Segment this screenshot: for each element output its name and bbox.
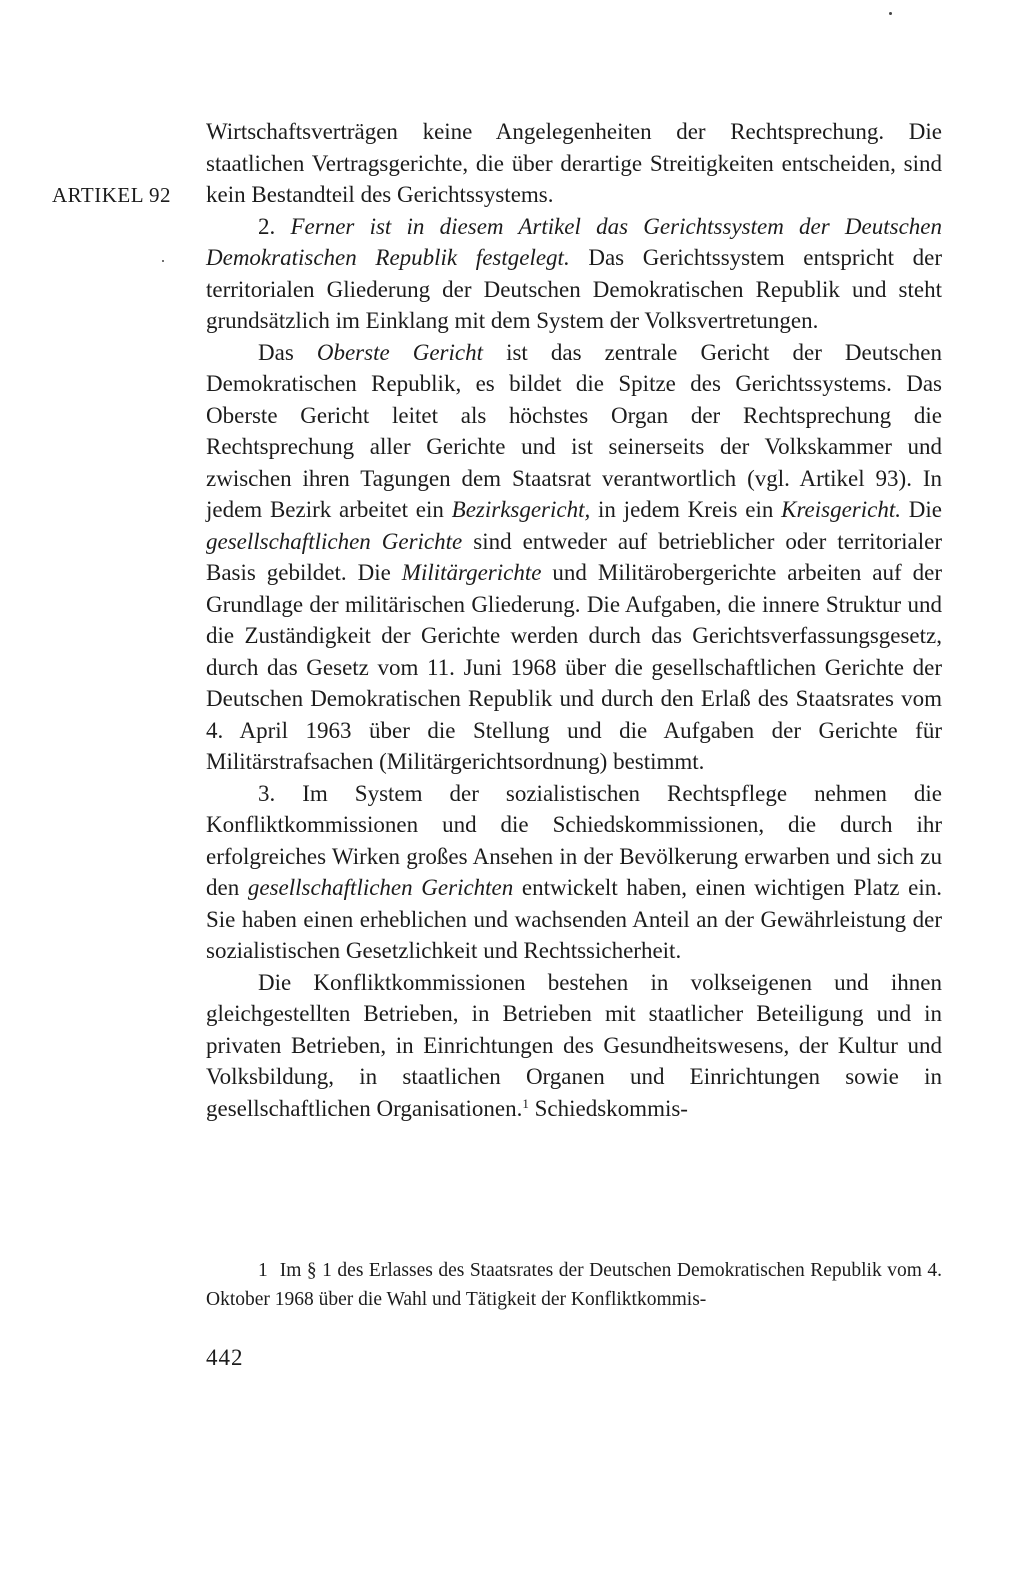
emphasis: Kreisgericht. bbox=[781, 497, 901, 522]
emphasis: Oberste Gericht bbox=[316, 339, 483, 365]
paragraph-3: 3. Im System der sozialistischen Rechtspflege nehmen die Konfliktkommissionen und die Schiedskommissionen, die durch ihr erfolgreiches Wirken großes Ansehen in der Bevölkerung erwarben und sich zu den gesellschaftlichen Gerichten entwickelt haben, einen wichtigen Platz ein. Sie haben einen erheblichen und wachsenden Anteil an der Gewährleistung der sozialistischen Gesetzlichkeit und Rechtssicherheit. bbox=[206, 780, 942, 963]
paragraph-konfliktkommissionen: Die Konfliktkommissionen bestehen in volkseigenen und ihnen gleichgestellten Betrieben, in Betrieben mit staatlicher Beteiligung und in privaten Betrieben, in Einrichtungen des Gesundheitswesens, der Kultur und Volksbildung, in staatlichen Organen und Einrichtungen sowie in gesellschaftlichen Organisationen.$^1$ Schiedskommis- bbox=[206, 969, 942, 1121]
footnote-text: Im § 1 des Erlasses des Staatsrates der Deutschen Demokratischen Republik vom 4. Oktober 1968 über die Wahl und Tätigkeit der Konfliktkommis- bbox=[206, 1260, 942, 1310]
emphasis: Bezirksgericht, bbox=[451, 497, 591, 522]
emphasis: gesellschaftlichen Gerichten bbox=[247, 875, 514, 900]
print-speck bbox=[889, 12, 892, 15]
footnote bbox=[206, 1256, 942, 1314]
paragraph-oberstes-gericht: Das Oberste Gericht ist das zentrale Gericht der Deutschen Demokratischen Republik, es bildet die Spitze des Gerichtssystems. Das Oberste Gericht leitet als höchstes Organ der Rechtsprechung die Rechtsprechung aller Gerichte und ist seinerseits der Volkskammer und zwischen ihren Tagungen dem Staatsrat verantwortlich (vgl. Artikel 93). In jedem Bezirk arbeitet ein Bezirksgericht, in jedem Kreis ein Kreisgericht. Die gesellschaftlichen Gerichte sind entweder auf betrieblicher oder territorialer Basis gebildet. Die Militärgerichte und Militärobergerichte arbeiten auf der Grundlage der militärischen Gliederung. Die Aufgaben, die innere Struktur und die Zuständigkeit der Gerichte werden durch das Gerichtsverfassungsgesetz, durch das Gesetz vom 11. Juni 1968 über die gesellschaftlichen Gerichte der Deutschen Demokratischen Republik und durch den Erlaß des Staatsrates vom 4. April 1963 über die Stellung und die Aufgaben der Gerichte für Militärstrafsachen (Militärgerichtsordnung) bestimmt. bbox=[206, 339, 942, 774]
emphasis: Ferner ist in diesem Artikel das Gerichtssystem der Deutschen Demokratischen Republik festgelegt. bbox=[206, 213, 943, 270]
print-speck bbox=[162, 260, 164, 262]
paragraph-2: 2. Ferner ist in diesem Artikel das Gerichtssystem der Deutschen Demokratischen Republik festgelegt. Das Gerichtssystem entspricht der territorialen Gliederung der Deutschen Demokratischen Republik und steht grundsätzlich im Einklang mit dem System der Volksvertretungen. bbox=[206, 213, 943, 333]
emphasis: gesellschaftlichen Gerichte bbox=[206, 528, 463, 554]
footnote-reference: 1 bbox=[522, 1095, 529, 1111]
emphasis: Militärgerichte bbox=[401, 560, 542, 585]
main-text bbox=[206, 116, 942, 1124]
footnote-number: 1 bbox=[258, 1260, 268, 1281]
page-number: 442 bbox=[206, 1345, 244, 1370]
article-margin-label: ARTIKEL 92 bbox=[52, 183, 172, 207]
paragraph-continuation: Wirtschaftsverträgen keine Angelegenheiten der Rechtsprechung. Die staatlichen Vertragsgerichte, die über derartige Streitigkeiten entscheiden, sind kein Bestandteil des Gerichtssystems. bbox=[206, 119, 942, 207]
